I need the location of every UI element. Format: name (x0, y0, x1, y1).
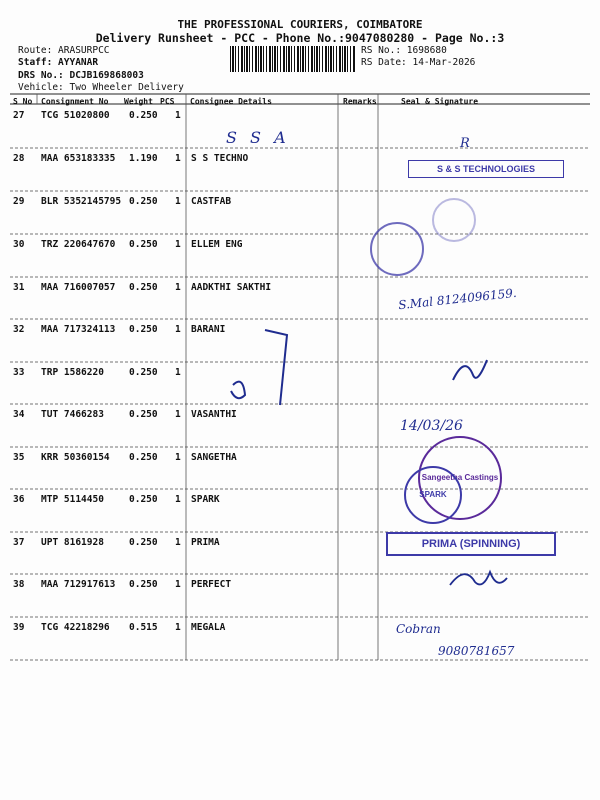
row-consignment: TCG 42218296 (41, 622, 110, 633)
table-row (0, 194, 600, 236)
row-consignee: PRIMA (191, 537, 220, 548)
row-consignment: TCG 51020800 (41, 110, 110, 121)
row-consignment: TUT 7466283 (41, 409, 104, 420)
table-row (0, 365, 600, 407)
row-weight: 0.250 (129, 367, 158, 378)
row-consignee: CASTFAB (191, 196, 232, 207)
col-consignment: Consignment No (41, 97, 109, 106)
table-row (0, 407, 600, 449)
rs-date: RS Date: 14-Mar-2026 (361, 57, 476, 68)
col-remarks: Remarks (343, 97, 377, 106)
signature-row-39-phone: 9080781657 (438, 644, 515, 658)
table-row (0, 322, 600, 364)
row-consignment: TRZ 220647670 (41, 239, 116, 250)
row-consignment: UPT 8161928 (41, 537, 104, 548)
row-consignee: PERFECT (191, 579, 232, 590)
row-sno: 39 (13, 622, 25, 633)
row-sno: 34 (13, 409, 25, 420)
drs-label: DRS No.: DCJB169868003 (18, 70, 144, 81)
row-pcs: 1 (175, 537, 181, 548)
row-weight: 0.250 (129, 537, 158, 548)
row-pcs: 1 (175, 622, 181, 633)
row-sno: 36 (13, 494, 25, 505)
row-sno: 37 (13, 537, 25, 548)
row-sno: 33 (13, 367, 25, 378)
row-consignment: TRP 1586220 (41, 367, 104, 378)
row-pcs: 1 (175, 452, 181, 463)
row-sno: 27 (13, 110, 25, 121)
row-weight: 0.250 (129, 196, 158, 207)
row-weight: 0.250 (129, 239, 158, 250)
row-consignee: SANGETHA (191, 452, 237, 463)
company-title: THE PROFESSIONAL COURIERS, COIMBATORE (177, 18, 423, 31)
row-weight: 0.515 (129, 622, 158, 633)
row-pcs: 1 (175, 579, 181, 590)
col-weight: Weight (124, 97, 153, 106)
row-pcs: 1 (175, 110, 181, 121)
row-pcs: 1 (175, 153, 181, 164)
signature-row-33-icon (445, 350, 495, 390)
row-consignee: BARANI (191, 324, 226, 335)
row-pcs: 1 (175, 367, 181, 378)
signature-row-31: S.Mal 8124096159. (397, 285, 518, 313)
col-pcs: PCS (160, 97, 175, 106)
row-consignment: KRR 50360154 (41, 452, 110, 463)
row-consignee: ELLEM ENG (191, 239, 243, 250)
row-sno: 38 (13, 579, 25, 590)
row-consignment: MTP 5114450 (41, 494, 104, 505)
signature-row-28: R (460, 136, 470, 151)
vehicle-label: Vehicle: Two Wheeler Delivery (18, 82, 184, 93)
table-row (0, 492, 600, 534)
row-pcs: 1 (175, 494, 181, 505)
stamp-prima: PRIMA (SPINNING) (386, 532, 556, 556)
table-row (0, 237, 600, 279)
faded-stamp-icon (432, 198, 476, 242)
row-pcs: 1 (175, 324, 181, 335)
row-sno: 35 (13, 452, 25, 463)
row-consignment: MAA 653183335 (41, 153, 116, 164)
row-pcs: 1 (175, 409, 181, 420)
row-consignment: MAA 712917613 (41, 579, 116, 590)
stamp-sangeetha: Sangeetha Castings (418, 436, 502, 520)
row-sno: 30 (13, 239, 25, 250)
row-consignment: BLR 5352145795 (41, 196, 122, 207)
col-seal: Seal & Signature (401, 97, 479, 106)
row-consignment: MAA 716007057 (41, 282, 116, 293)
stamp-spark: SPARK (404, 466, 462, 524)
staff-label: Staff: AYYANAR (18, 57, 99, 68)
signature-row-34: 14/03/26 (400, 418, 463, 434)
row-consignee: MEGALA (191, 622, 226, 633)
row-pcs: 1 (175, 196, 181, 207)
barcode (230, 46, 356, 72)
row-weight: 0.250 (129, 282, 158, 293)
row-sno: 31 (13, 282, 25, 293)
row-consignee: AADKTHI SAKTHI (191, 282, 272, 293)
row-consignee: S S TECHNO (191, 153, 249, 164)
col-sno: S No (13, 97, 33, 106)
row-sno: 32 (13, 324, 25, 335)
signature-scribble-icon (225, 325, 295, 415)
table-row (0, 108, 600, 150)
row-pcs: 1 (175, 239, 181, 250)
col-consignee: Consignee Details (190, 97, 272, 106)
row-pcs: 1 (175, 282, 181, 293)
stamp-ss-technologies: S & S TECHNOLOGIES (408, 160, 564, 178)
table-row (0, 450, 600, 492)
row-consignment: MAA 717324113 (41, 324, 116, 335)
row-sno: 29 (13, 196, 25, 207)
signature-row-27: S S A (226, 128, 290, 147)
row-consignee: VASANTHI (191, 409, 237, 420)
row-consignee: SPARK (191, 494, 220, 505)
runsheet-title: Delivery Runsheet - PCC - Phone No.:9047080280 - Page No.:3 (95, 31, 505, 45)
row-weight: 0.250 (129, 579, 158, 590)
row-sno: 28 (13, 153, 25, 164)
signature-row-39-name: Cobran (396, 622, 441, 636)
rs-number: RS No.: 1698680 (361, 45, 447, 56)
row-weight: 1.190 (129, 153, 158, 164)
round-stamp-icon (370, 222, 424, 276)
signature-row-38-icon (445, 560, 515, 600)
row-weight: 0.250 (129, 494, 158, 505)
row-weight: 0.250 (129, 409, 158, 420)
row-weight: 0.250 (129, 452, 158, 463)
route-label: Route: ARASURPCC (18, 45, 110, 56)
row-weight: 0.250 (129, 324, 158, 335)
row-weight: 0.250 (129, 110, 158, 121)
